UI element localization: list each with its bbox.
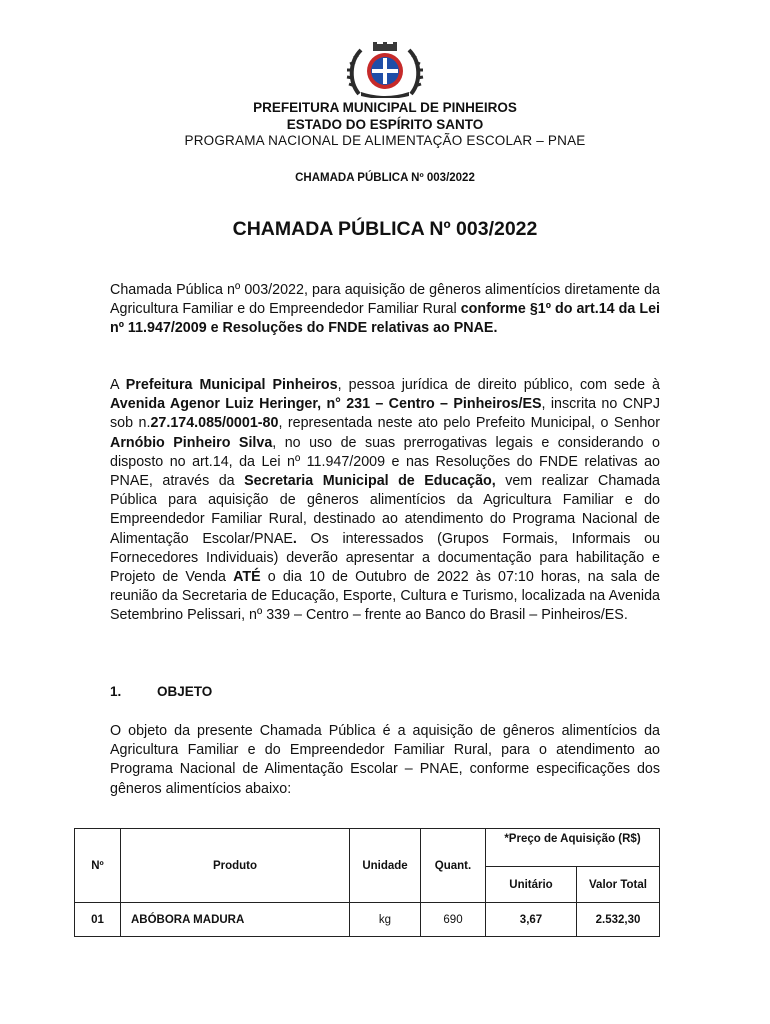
header-num: Nº [75,829,121,903]
body-bold-ate: ATÉ [233,569,261,586]
body-text: A [110,377,126,393]
body-bold-cnpj: 27.174.085/0001-80 [150,415,279,432]
row-produto: ABÓBORA MADURA [121,903,350,937]
body-text: o dia 10 de Outubro de 2022 às 07:10 horas, na sala de reunião da Secretaria de Educação, Esporte, Cultura e Turismo, localizada na Avenida Setembrino Pelissari, nº 339 – Centro – frente ao Banco do Brasil – Pinheiros/ES. [110,569,661,624]
body-text: , representada neste ato pelo Prefeito Municipal, o Senhor [278,415,660,432]
header-state: ESTADO DO ESPÍRITO SANTO [286,117,484,132]
body-text: Os interessados (Grupos Formais, Informais ou Fornecedores Individuais) deverão apresentar a documentação para habilitação e Projeto de Venda [110,530,661,586]
header-reference: CHAMADA PÚBLICA Nº 003/2022 [295,172,475,184]
body-text: vem realizar Chamada Pública para aquisição de gêneros alimentícios da Agricultura Familiar e do Empreendedor Familiar Rural, destinado ao atendimento do Programa Nacional de Alimentação Escolar/PNAE [110,473,661,547]
row-quant: 690 [421,903,486,937]
document-title: CHAMADA PÚBLICA Nº 003/2022 [232,218,538,240]
products-table [74,828,660,937]
row-num: 01 [75,903,121,937]
section-paragraph: O objeto da presente Chamada Pública é a aquisição de gêneros alimentícios da Agricultura Familiar e do Empreendedor Familiar Rural, para o atendimento ao Programa Nacional de Alimentação Escolar – PNAE, conforme especificações dos gêneros alimentícios abaixo: [110,723,660,797]
intro-paragraph [110,281,660,339]
body-bold-secretaria: Secretaria Municipal de Educação, [244,473,496,490]
header-valor-total: Valor Total [577,867,660,903]
body-bold-prefeitura: Prefeitura Municipal Pinheiros [125,377,338,393]
body-paragraph [110,376,660,626]
header-produto: Produto [121,829,350,903]
table-row [75,903,660,937]
header-municipality: PREFEITURA MUNICIPAL DE PINHEIROS [253,100,517,115]
header-unidade: Unidade [350,829,421,903]
body-bold-address: Avenida Agenor Luiz Heringer, n° 231 – Centro – Pinheiros/ES [110,396,542,413]
row-unitario: 3,67 [486,903,577,937]
row-valor-total: 2.532,30 [577,903,660,937]
body-bold-period: . [292,530,297,547]
header-preco: *Preço de Aquisição (R$) [486,829,660,867]
body-bold-mayor: Arnóbio Pinheiro Silva [110,434,273,451]
intro-legal-basis: conforme §1º do art.14 da Lei nº 11.947/2009 e Resoluções do FNDE relativas ao PNAE. [110,301,660,337]
body-text: , no uso de suas prerrogativas legais e considerando o disposto no art.14, da Lei nº 11.947/2009 e nas Resoluções do FNDE relativas ao PNAE, através da [110,434,660,490]
section-title: OBJETO [157,684,213,699]
header-program: PROGRAMA NACIONAL DE ALIMENTAÇÃO ESCOLAR – PNAE [184,133,586,148]
section-number: 1. [110,684,122,699]
row-unidade: kg [350,903,421,937]
body-text: , pessoa jurídica de direito público, com sede à [337,377,660,393]
header-quant: Quant. [421,829,486,903]
header-unitario: Unitário [486,867,577,903]
municipal-coat-of-arms-icon [345,42,425,98]
body-text: , inscrita no CNPJ sob n. [110,396,660,432]
intro-text: Chamada Pública nº 003/2022, para aquisição de gêneros alimentícios diretamente da Agricultura Familiar e do Empreendedor Familiar Rural [110,282,660,318]
